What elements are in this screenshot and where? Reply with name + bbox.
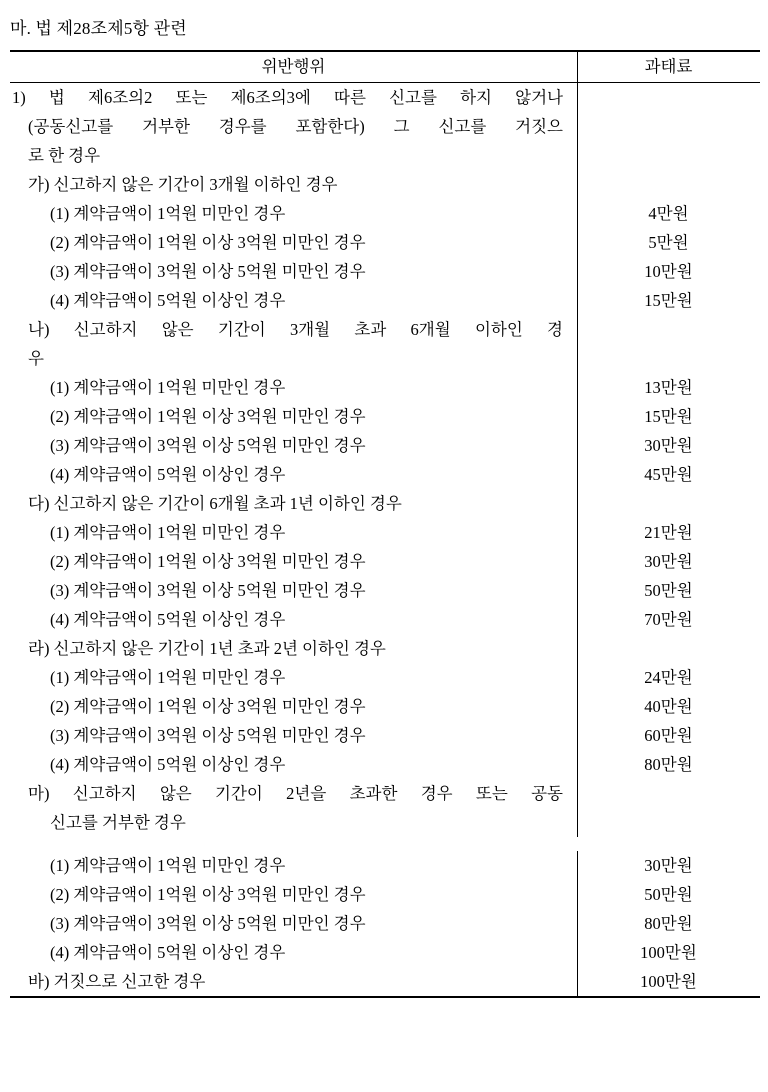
table-row [10, 170, 760, 199]
fine-schedule-table [10, 50, 760, 998]
table-row [10, 489, 760, 518]
violation-cell: 다) 신고하지 않은 기간이 6개월 초과 1년 이하인 경우 [10, 489, 578, 518]
fine-cell: 30만원 [644, 552, 693, 571]
table-row [10, 605, 760, 634]
violation-cell: (2) 계약금액이 1억원 이상 3억원 미만인 경우 [10, 228, 578, 257]
violation-cell: (공동신고를 거부한 경우를 포함한다) 그 신고를 거짓으 [10, 112, 578, 141]
table-row [10, 518, 760, 547]
fine-cell: 40만원 [644, 697, 693, 716]
violation-cell: 라) 신고하지 않은 기간이 1년 초과 2년 이하인 경우 [10, 634, 578, 663]
table-row [10, 83, 760, 112]
table-row [10, 880, 760, 909]
table-body [10, 83, 760, 998]
violation-cell: 로 한 경우 [10, 141, 578, 170]
fine-cell: 60만원 [644, 726, 693, 745]
column-header-violation: 위반행위 [10, 52, 578, 82]
violation-cell: (2) 계약금액이 1억원 이상 3억원 미만인 경우 [10, 692, 578, 721]
violation-cell: (4) 계약금액이 5억원 이상인 경우 [10, 605, 578, 634]
violation-cell: (1) 계약금액이 1억원 미만인 경우 [10, 199, 578, 228]
table-row [10, 344, 760, 373]
violation-cell: (4) 계약금액이 5억원 이상인 경우 [10, 938, 578, 967]
violation-cell: (4) 계약금액이 5억원 이상인 경우 [10, 750, 578, 779]
table-row [10, 402, 760, 431]
violation-cell: 1) 법 제6조의2 또는 제6조의3에 따른 신고를 하지 않거나 [10, 83, 578, 112]
table-row [10, 851, 760, 880]
table-row [10, 460, 760, 489]
table-row [10, 576, 760, 605]
violation-cell: (3) 계약금액이 3억원 이상 5억원 미만인 경우 [10, 909, 578, 938]
violation-cell: 바) 거짓으로 신고한 경우 [10, 967, 578, 996]
table-row [10, 141, 760, 170]
fine-cell: 80만원 [644, 914, 693, 933]
table-row [10, 967, 760, 996]
table-row [10, 431, 760, 460]
violation-cell: (1) 계약금액이 1억원 미만인 경우 [10, 851, 578, 880]
violation-cell: (2) 계약금액이 1억원 이상 3억원 미만인 경우 [10, 402, 578, 431]
fine-cell: 5만원 [648, 233, 689, 252]
violation-cell: 신고를 거부한 경우 [10, 808, 578, 837]
violation-cell: (1) 계약금액이 1억원 미만인 경우 [10, 518, 578, 547]
fine-cell: 70만원 [644, 610, 693, 629]
violation-cell: (2) 계약금액이 1억원 이상 3억원 미만인 경우 [10, 880, 578, 909]
fine-cell: 24만원 [644, 668, 693, 687]
column-header-fine: 과태료 [644, 57, 693, 76]
table-row [10, 199, 760, 228]
violation-cell: (4) 계약금액이 5억원 이상인 경우 [10, 460, 578, 489]
table-row [10, 779, 760, 808]
fine-cell: 15만원 [644, 407, 693, 426]
table-row [10, 663, 760, 692]
violation-cell: (1) 계약금액이 1억원 미만인 경우 [10, 663, 578, 692]
table-row [10, 315, 760, 344]
fine-cell: 10만원 [644, 262, 693, 281]
table-row [10, 721, 760, 750]
violation-cell: (3) 계약금액이 3억원 이상 5억원 미만인 경우 [10, 721, 578, 750]
violation-cell: (1) 계약금액이 1억원 미만인 경우 [10, 373, 578, 402]
fine-cell: 50만원 [644, 885, 693, 904]
table-row [10, 228, 760, 257]
fine-cell: 30만원 [644, 856, 693, 875]
table-row [10, 692, 760, 721]
fine-cell: 45만원 [644, 465, 693, 484]
violation-cell: (3) 계약금액이 3억원 이상 5억원 미만인 경우 [10, 576, 578, 605]
fine-cell: 4만원 [648, 204, 689, 223]
violation-cell: (3) 계약금액이 3억원 이상 5억원 미만인 경우 [10, 431, 578, 460]
table-row [10, 837, 760, 851]
fine-cell: 100만원 [640, 943, 697, 962]
fine-cell: 13만원 [644, 378, 693, 397]
fine-cell: 15만원 [644, 291, 693, 310]
fine-cell: 50만원 [644, 581, 693, 600]
table-row [10, 257, 760, 286]
table-row [10, 547, 760, 576]
table-row [10, 373, 760, 402]
violation-cell: 가) 신고하지 않은 기간이 3개월 이하인 경우 [10, 170, 578, 199]
table-row [10, 112, 760, 141]
fine-cell: 30만원 [644, 436, 693, 455]
violation-cell: (3) 계약금액이 3억원 이상 5억원 미만인 경우 [10, 257, 578, 286]
table-row [10, 634, 760, 663]
table-row [10, 909, 760, 938]
fine-cell: 80만원 [644, 755, 693, 774]
table-header-row [10, 50, 760, 83]
fine-cell: 21만원 [644, 523, 693, 542]
table-row [10, 750, 760, 779]
violation-cell: (4) 계약금액이 5억원 이상인 경우 [10, 286, 578, 315]
violation-cell: (2) 계약금액이 1억원 이상 3억원 미만인 경우 [10, 547, 578, 576]
section-heading: 마. 법 제28조제5항 관련 [10, 19, 187, 38]
table-row [10, 808, 760, 837]
table-row [10, 286, 760, 315]
violation-cell: 마) 신고하지 않은 기간이 2년을 초과한 경우 또는 공동 [10, 779, 578, 808]
fine-cell: 100만원 [640, 972, 697, 991]
violation-cell: 나) 신고하지 않은 기간이 3개월 초과 6개월 이하인 경 [10, 315, 578, 344]
violation-cell: 우 [10, 344, 578, 373]
table-row [10, 938, 760, 967]
